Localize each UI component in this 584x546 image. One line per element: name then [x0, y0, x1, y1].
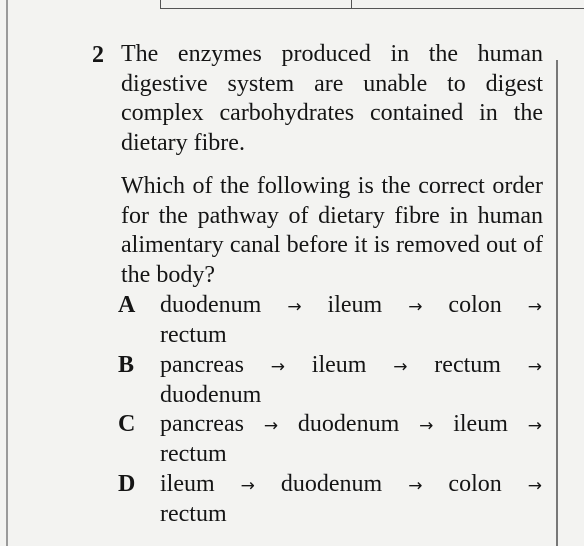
option-pathway	[160, 410, 542, 442]
arrow-icon: →	[408, 476, 423, 496]
organ-name: ileum	[327, 292, 383, 318]
organ-name: duodenum	[297, 411, 400, 437]
option-letter: B	[118, 352, 135, 378]
organ-name: pancreas	[160, 352, 244, 378]
arrow-icon: →	[270, 357, 285, 377]
column-rule-right	[556, 60, 558, 546]
organ-name: ileum	[453, 411, 508, 437]
organ-name: duodenum	[160, 381, 262, 408]
arrow-icon: →	[263, 416, 279, 436]
organ-name: rectum	[160, 321, 227, 348]
arrow-icon: →	[527, 357, 542, 377]
organ-name: ileum	[160, 471, 215, 497]
option-pathway	[160, 470, 542, 502]
arrow-icon: →	[419, 416, 434, 436]
question-stem: The enzymes produced in the human digestive system are unable to digest complex carbohydrates contained in the dietary fibre.	[121, 41, 543, 156]
page-edge-left	[6, 0, 8, 546]
organ-name: duodenum	[280, 471, 383, 497]
organ-name: rectum	[434, 352, 501, 378]
organ-name: ileum	[311, 352, 367, 378]
organ-name: rectum	[160, 440, 227, 467]
organ-name: colon	[448, 471, 502, 497]
arrow-icon: →	[408, 297, 423, 317]
table-fragment	[160, 0, 584, 9]
table-divider	[351, 0, 352, 8]
organ-name: rectum	[160, 500, 227, 527]
arrow-icon: →	[240, 476, 255, 496]
arrow-icon: →	[527, 297, 542, 317]
arrow-icon: →	[527, 476, 542, 496]
option-pathway	[160, 351, 542, 383]
organ-name: duodenum	[160, 292, 262, 318]
question-number: 2	[92, 42, 104, 68]
question-prompt: Which of the following is the correct order for the pathway of dietary fibre in human alimentary canal before it is removed out of the body?	[121, 173, 543, 288]
option-letter: C	[118, 411, 136, 437]
arrow-icon: →	[527, 416, 542, 436]
option-letter: D	[118, 471, 136, 497]
arrow-icon: →	[287, 297, 302, 317]
organ-name: colon	[448, 292, 502, 318]
option-pathway	[160, 291, 542, 323]
arrow-icon: →	[393, 357, 408, 377]
organ-name: pancreas	[160, 411, 244, 437]
option-letter: A	[118, 292, 136, 318]
